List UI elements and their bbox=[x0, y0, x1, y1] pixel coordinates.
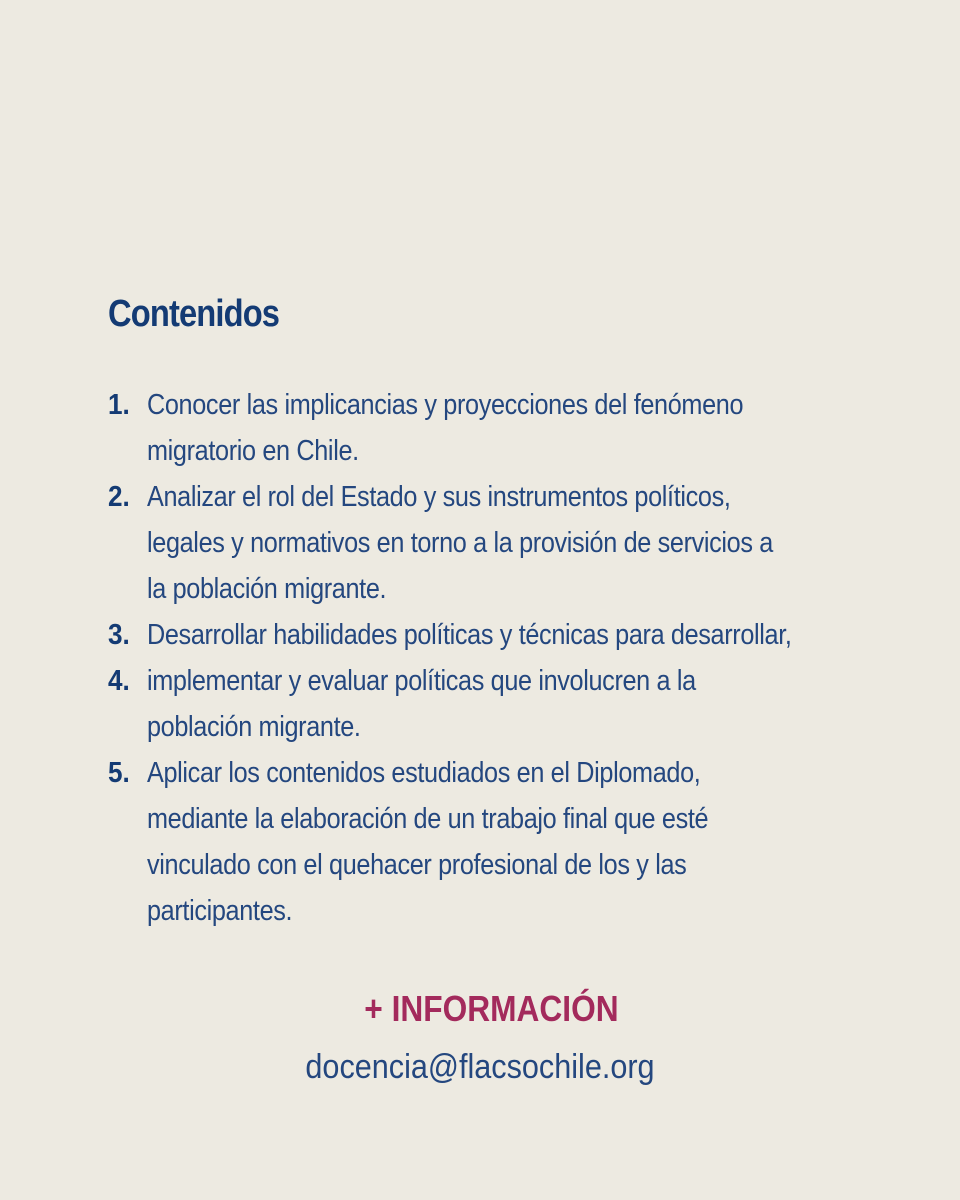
list-item-line: vinculado con el quehacer profesional de los y las bbox=[147, 849, 687, 881]
list-item-text bbox=[147, 474, 809, 612]
list-item-text bbox=[147, 750, 809, 934]
list-item-line: población migrante. bbox=[147, 711, 361, 743]
list-item-text bbox=[147, 658, 809, 750]
list-item-line: legales y normativos en torno a la provisión de servicios a bbox=[147, 527, 773, 559]
list-item-text bbox=[147, 612, 809, 658]
contents-list bbox=[108, 382, 908, 934]
list-item-number: 2. bbox=[108, 481, 130, 513]
list-item-line: la población migrante. bbox=[147, 573, 387, 605]
list-item-number: 5. bbox=[108, 757, 130, 789]
list-item bbox=[108, 750, 908, 934]
list-item-line: migratorio en Chile. bbox=[147, 435, 359, 467]
list-item-text bbox=[147, 382, 809, 474]
list-item-number: 1. bbox=[108, 389, 130, 421]
list-item-number: 3. bbox=[108, 619, 130, 651]
list-item-line: mediante la elaboración de un trabajo final que esté bbox=[147, 803, 709, 835]
section-heading: Contenidos bbox=[108, 293, 280, 335]
list-item-line: Aplicar los contenidos estudiados en el Diplomado, bbox=[147, 757, 701, 789]
list-item-line: Desarrollar habilidades políticas y técnicas para desarrollar, bbox=[147, 619, 792, 651]
contact-email-link[interactable]: docencia@flacsochile.org bbox=[305, 1048, 655, 1086]
list-item-line: implementar y evaluar políticas que involucren a la bbox=[147, 665, 696, 697]
more-info-title: + INFORMACIÓN bbox=[364, 988, 619, 1029]
list-item-number: 4. bbox=[108, 665, 130, 697]
list-item bbox=[108, 474, 908, 612]
list-item bbox=[108, 612, 908, 658]
list-item bbox=[108, 382, 908, 474]
list-item-line: participantes. bbox=[147, 895, 293, 927]
list-item-line: Conocer las implicancias y proyecciones del fenómeno bbox=[147, 389, 744, 421]
list-item-line: Analizar el rol del Estado y sus instrumentos políticos, bbox=[147, 481, 731, 513]
list-item bbox=[108, 658, 908, 750]
